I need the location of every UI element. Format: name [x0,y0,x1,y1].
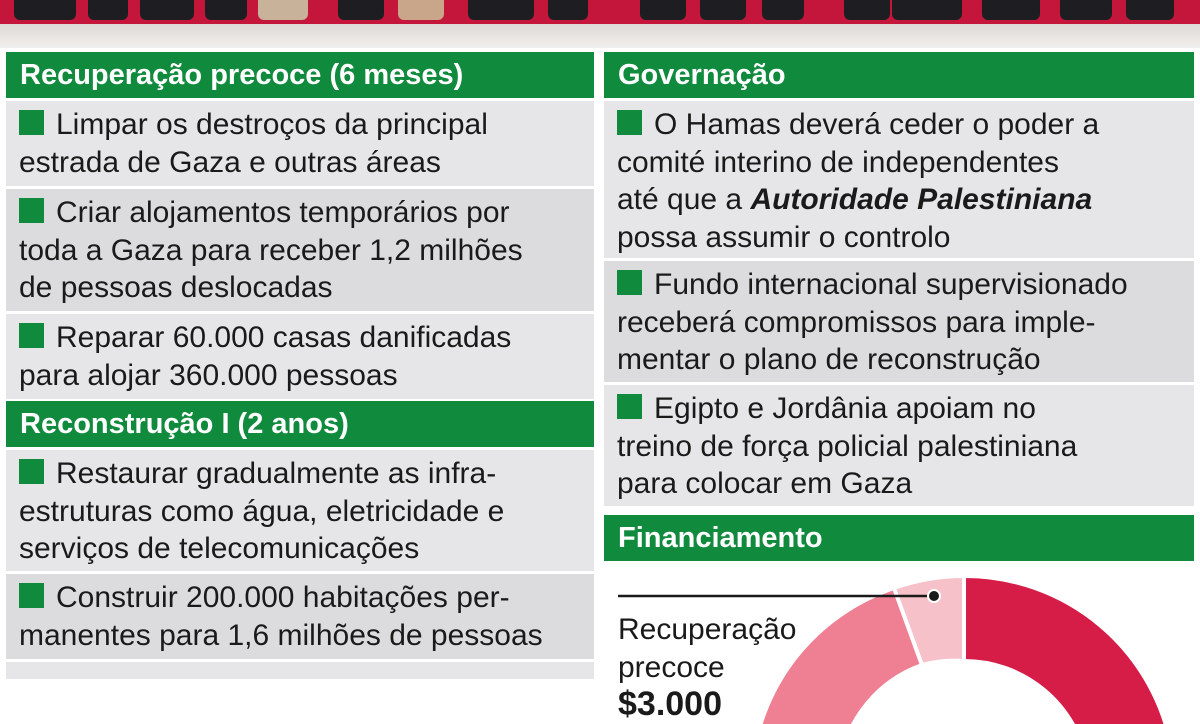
financing-donut-area [604,561,1194,723]
section-header-governance: Governação [604,52,1194,98]
person-figure [1060,0,1112,20]
financing-value: $3.000 [618,685,722,723]
item-text: Egipto e Jordânia apoiam no [654,392,1036,425]
person-figure [338,0,384,20]
item-text: O Hamas deverá ceder o poder a [654,108,1100,141]
section-header-reconstruction-1: Reconstrução I (2 anos) [6,401,594,447]
list-item [604,98,1194,258]
palestinian-authority-emphasis: Autoridade Palestiniana [750,183,1093,216]
header-photo [0,0,1200,48]
person-figure [700,0,746,20]
green-square-bullet-icon [617,110,642,135]
section-header-financing: Financiamento [604,515,1194,561]
item-text: mentar o plano de reconstrução [617,343,1041,376]
person-figure [88,0,128,20]
section-header-early-recovery: Recuperação precoce (6 meses) [6,52,594,98]
person-figure [762,0,804,20]
item-text: comité interino de independentes [617,145,1059,179]
green-square-bullet-icon [19,459,44,484]
item-text: estruturas como água, eletricidade e [19,494,505,528]
green-square-bullet-icon [19,323,44,348]
item-text: Criar alojamentos temporários por [56,196,510,229]
person-figure [258,0,308,20]
financing-label-line: Recuperação [618,611,796,649]
list-item [6,186,594,311]
person-figure [844,0,890,20]
item-text: toda a Gaza para receber 1,2 milhões [19,233,523,267]
financing-label-line: precoce [618,651,725,684]
list-item [604,258,1194,382]
item-text: treino de força policial palestiniana [617,429,1078,463]
item-text: estrada de Gaza e outras áreas [19,145,441,179]
green-square-bullet-icon [19,198,44,223]
right-column [604,52,1194,723]
item-text: Restaurar gradualmente as infra- [56,457,497,490]
item-text: até que a [617,183,751,216]
person-figure [640,0,686,20]
item-text: possa assumir o controlo [617,220,951,254]
item-text: receberá compromissos para imple- [617,305,1096,339]
person-figure [892,0,962,20]
person-figure [1126,0,1174,20]
list-item [6,98,594,186]
list-item [6,659,594,679]
person-figure [14,0,76,20]
green-square-bullet-icon [617,394,642,419]
list-item [6,447,594,571]
item-text: manentes para 1,6 milhões de pessoas [19,618,543,652]
donut-segment-dark [964,576,1172,724]
person-figure [398,0,444,20]
item-text: para colocar em Gaza [617,467,913,500]
item-text: serviços de telecomunicações [19,532,420,565]
item-text: Limpar os destroços da principal [56,108,488,141]
list-item [604,382,1194,506]
green-square-bullet-icon [19,583,44,608]
left-column [6,52,594,679]
list-item [6,571,594,659]
item-text: Fundo internacional supervisionado [654,268,1128,301]
person-figure [468,0,534,20]
leader-dot [928,590,940,602]
item-text: para alojar 360.000 pessoas [19,358,398,392]
item-text: Construir 200.000 habitações per- [56,581,510,614]
item-text: Reparar 60.000 casas danificadas [56,321,512,354]
financing-label [618,611,796,687]
green-square-bullet-icon [19,110,44,135]
floor [0,24,1200,48]
person-figure [205,0,247,20]
person-figure [982,0,1040,20]
person-figure [140,0,194,20]
item-text: de pessoas deslocadas [19,271,333,304]
list-item [6,311,594,399]
green-square-bullet-icon [617,270,642,295]
person-figure [548,0,588,20]
